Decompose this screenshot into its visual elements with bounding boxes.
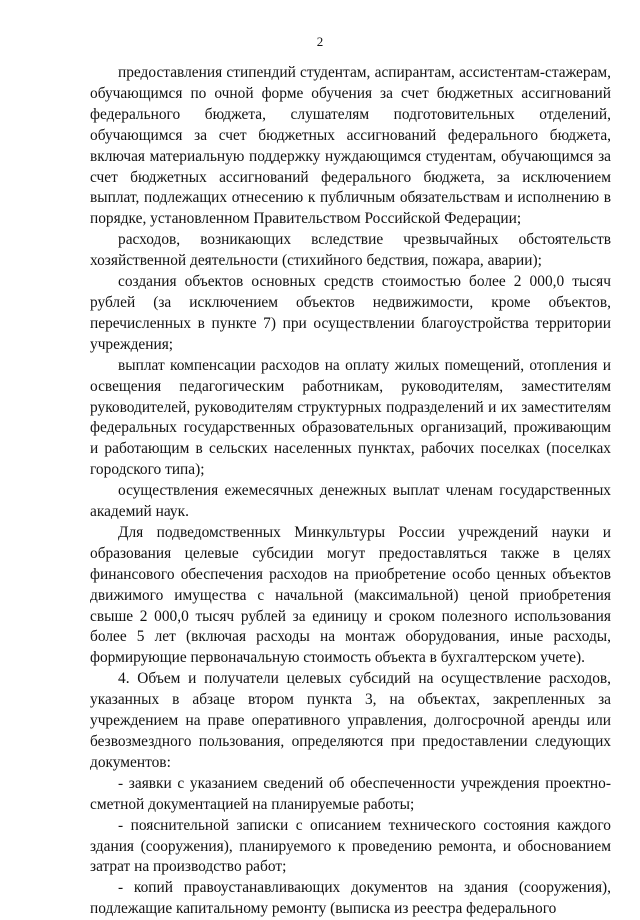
page-number: 2 <box>316 34 324 49</box>
document-body <box>90 63 611 920</box>
paragraph-item-4: 4. Объем и получатели целевых субсидий на осуществление расходов, указанных в абзаце втором пункта 3, на объектах, закрепленных за учреждением на праве оперативного управления, долгосрочной аренды или безвозмездного пользования, определяются при предоставлении следующих документов: <box>90 670 611 771</box>
paragraph-emergency-expenses: расходов, возникающих вследствие чрезвычайных обстоятельств хозяйственной деятельности (стихийного бедствия, пожара, аварии); <box>90 231 611 270</box>
paragraph-fixed-assets: создания объектов основных средств стоимостью более 2 000,0 тысяч рублей (за исключением объектов недвижимости, кроме объектов, перечисленных в пункте 7) при осуществлении благоустройства территории учреждения; <box>90 273 611 353</box>
list-item-explanatory-note: - пояснительной записки с описанием технического состояния каждого здания (сооружения), планируемого к проведению ремонта, и обоснованием затрат на производство работ; <box>90 816 611 876</box>
paragraph-ministry-subsidies: Для подведомственных Минкультуры России учреждений науки и образования целевые субсидии могут предоставляться также в целях финансового обеспечения расходов на приобретение особо ценных объектов движимого имущества с начальной (максимальной) ценой приобретения свыше 2 000,0 тысяч рублей за единицу и сроком полезного использования более 5 лет (включая расходы на монтаж оборудования, иные расходы, формирующие первоначальную стоимость объекта в бухгалтерском учете). <box>90 523 611 667</box>
paragraph-scholarships: предоставления стипендий студентам, аспирантам, ассистентам-стажерам, обучающимся по очной форме обучения за счет бюджетных ассигнований федерального бюджета, слушателям подготовительных отделений, обучающимся за счет бюджетных ассигнований федерального бюджета, включая материальную поддержку нуждающимся студентам, обучающимся за счет бюджетных ассигнований федерального бюджета, за исключением выплат, подлежащих отнесению к публичным обязательствам и исполнению в порядке, установленном Правительством Российской Федерации; <box>90 64 611 228</box>
list-item-application: - заявки с указанием сведений об обеспеченности учреждения проектно-сметной документацией на планируемые работы; <box>90 774 611 813</box>
paragraph-academy-payments: осуществления ежемесячных денежных выплат членам государственных академий наук. <box>90 482 611 521</box>
list-item-title-documents: - копий правоустанавливающих документов на здания (сооружения), подлежащие капитальному ремонту (выписка из реестра федерального <box>90 879 611 918</box>
paragraph-housing-compensation: выплат компенсации расходов на оплату жилых помещений, отопления и освещения педагогическим работникам, руководителям, заместителям руководителей, руководителям структурных подразделений и их заместителям федеральных государственных образовательных организаций, проживающим и работающим в сельских населенных пунктах, рабочих поселках (поселках городского типа); <box>90 356 611 479</box>
